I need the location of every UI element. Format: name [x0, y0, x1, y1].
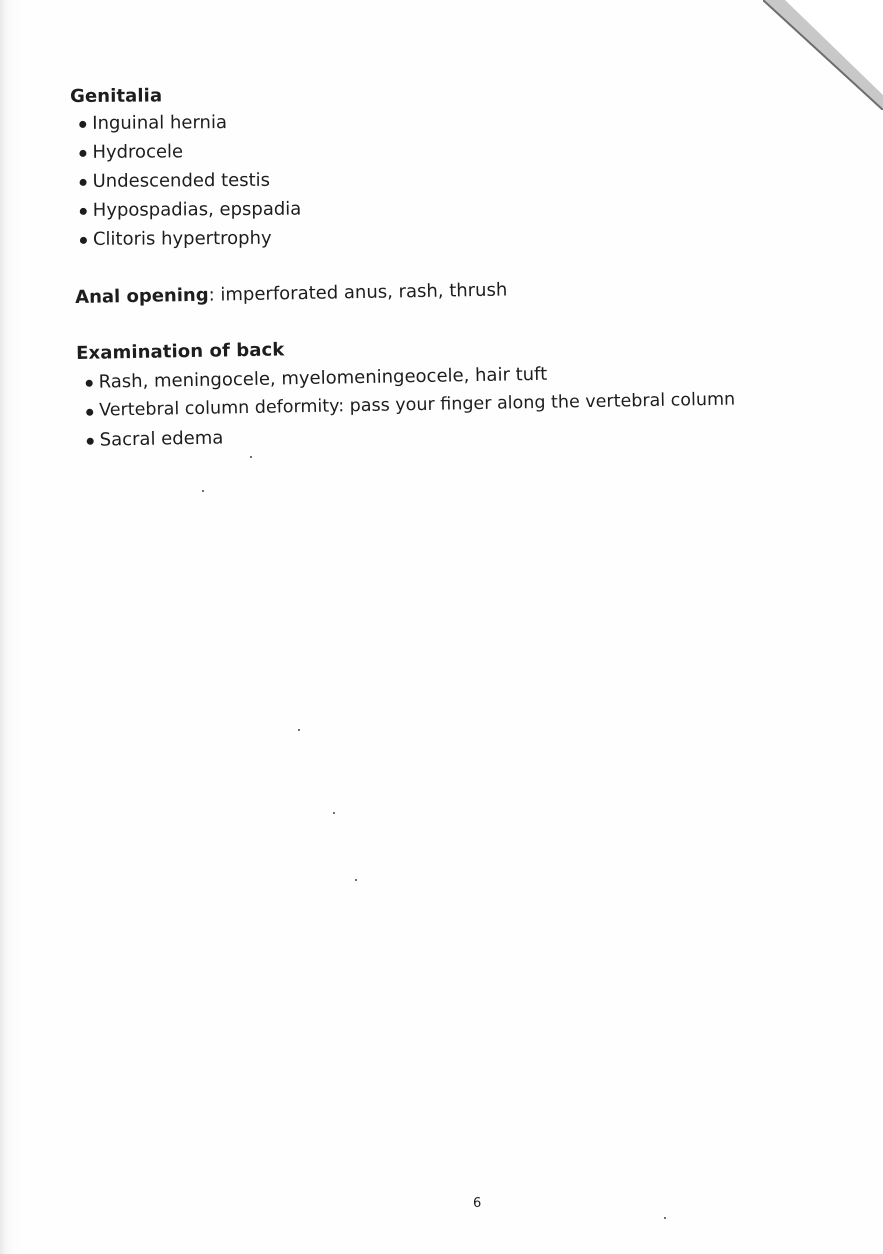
back-heading: Examination of back [76, 339, 285, 364]
list-item: Clitoris hypertrophy [79, 224, 302, 254]
scan-speck [333, 812, 335, 814]
list-item: Sacral edema [85, 415, 735, 455]
list-item: Inguinal hernia [78, 108, 301, 138]
list-item: Hydrocele [78, 137, 301, 167]
anal-opening-line [75, 279, 507, 308]
anal-opening-text: : imperforated anus, rash, thrush [208, 279, 508, 306]
page-number: 6 [473, 1196, 482, 1211]
list-item: Rash, meningocele, myelomeningeocele, hair tuft [84, 357, 734, 397]
scan-speck [202, 490, 204, 492]
scan-speck [298, 729, 300, 731]
anal-opening-label: Anal opening [75, 284, 209, 308]
genitalia-section [70, 85, 302, 254]
scan-speck [355, 879, 357, 881]
scan-speck [250, 456, 252, 458]
back-list [84, 357, 735, 455]
list-item: Undescended testis [78, 166, 301, 196]
genitalia-list [78, 108, 301, 254]
folded-corner [763, 0, 883, 110]
genitalia-heading: Genitalia [70, 85, 163, 107]
list-item: Hypospadias, epspadia [79, 195, 302, 225]
list-item: Vertebral column deformity: pass your finger along the vertebral column [85, 386, 735, 426]
scan-speck [664, 1217, 666, 1219]
back-section [76, 332, 736, 455]
